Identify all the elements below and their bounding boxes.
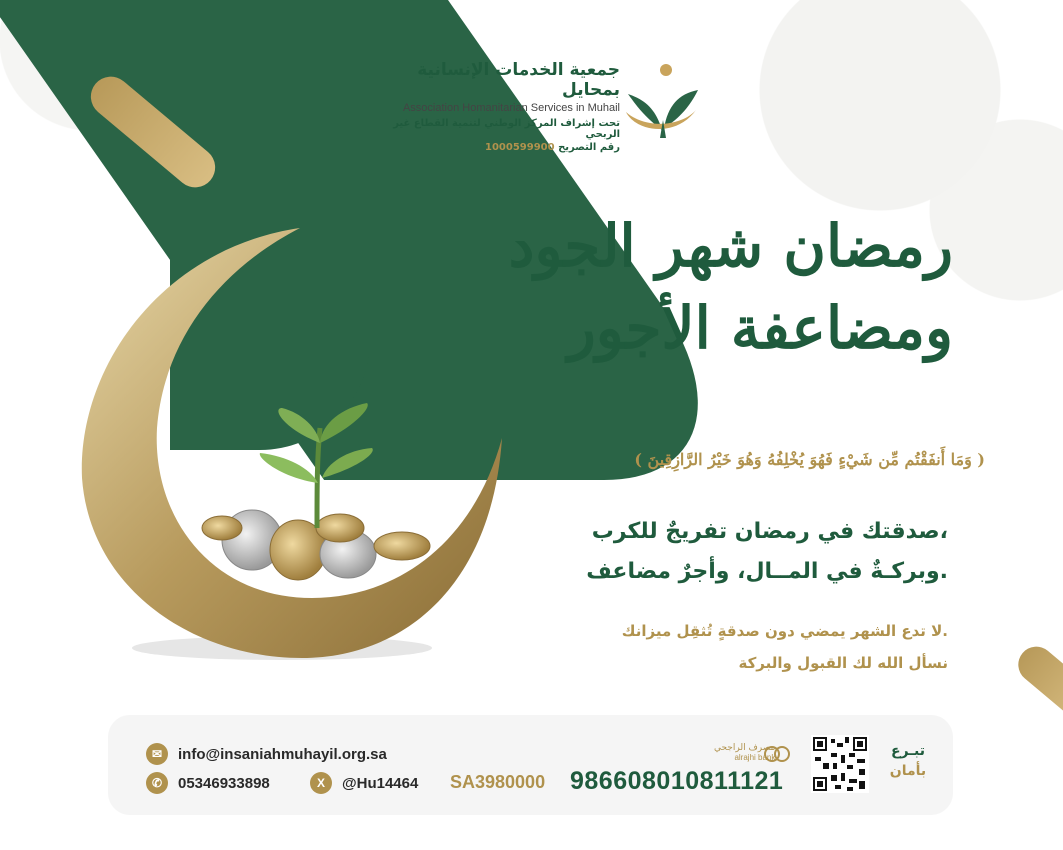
supervision-text: تحت إشراف المركز الوطني لتنمية القطاع غير الربحي (393, 118, 620, 140)
license-label: رقم التصريح (558, 142, 620, 153)
phone-icon: ✆ (146, 772, 168, 794)
message-line-2: وبركـةٌ في المــال، وأجرٌ مضاعف. (586, 559, 948, 584)
license-number: 1000599900 (484, 142, 555, 153)
email-address[interactable]: info@insaniahmuhayil.org.sa (178, 745, 387, 763)
note-line-2: نسأل الله لك القبول والبركة (738, 654, 948, 672)
note-line-1: لا تدع الشهر يمضي دون صدقةٍ تُثقِل ميزانك. (621, 622, 948, 640)
message-line-1: صدقتك في رمضان تفريجٌ للكرب، (591, 519, 948, 544)
bank-name-ar: مصرف الراجحي (714, 743, 776, 753)
alrajhi-bank-icon (762, 743, 792, 765)
donation-qr-code[interactable] (811, 735, 869, 793)
phone-row (146, 772, 270, 794)
x-handle[interactable]: @Hu14464 (342, 774, 419, 792)
contact-footer (108, 715, 953, 815)
quran-verse: ( وَمَا أَنفَقْتُم مِّن شَيْءٍ فَهُوَ يُخْلِفُهُ وَهُوَ خَيْرُ الرَّازِقِينَ ) (634, 450, 985, 469)
x-logo-icon: X (310, 772, 332, 794)
headline (493, 205, 953, 369)
x-row (310, 772, 418, 794)
organization-name-ar: جمعية الخدمات الإنسانية بمحايل (417, 60, 620, 100)
donate-line-2: بأمان (889, 763, 927, 779)
headline-line-1: رمضان شهر الجود (508, 212, 953, 280)
bank-logo (714, 743, 775, 762)
donate-safely-label (878, 741, 938, 781)
bank-name-en: alrajhi bank (734, 753, 776, 762)
headline-line-2: ومضاعفة الأجور (567, 294, 953, 362)
email-row (146, 743, 387, 765)
crescent-moon-illustration (72, 228, 512, 668)
organization-logo-icon (616, 60, 702, 144)
iban-number: 986608010811121 (570, 767, 784, 795)
iban-prefix: SA3980000 (450, 772, 546, 792)
email-icon: ✉ (146, 743, 168, 765)
organization-name-en: Association Homanitarian Services in Muhail (402, 102, 620, 114)
organization-header (360, 60, 620, 153)
main-message (428, 512, 948, 592)
donate-line-1: تبـرع (890, 743, 926, 759)
license-line (360, 142, 620, 153)
closing-note (428, 615, 948, 679)
phone-number[interactable]: 05346933898 (178, 774, 270, 792)
